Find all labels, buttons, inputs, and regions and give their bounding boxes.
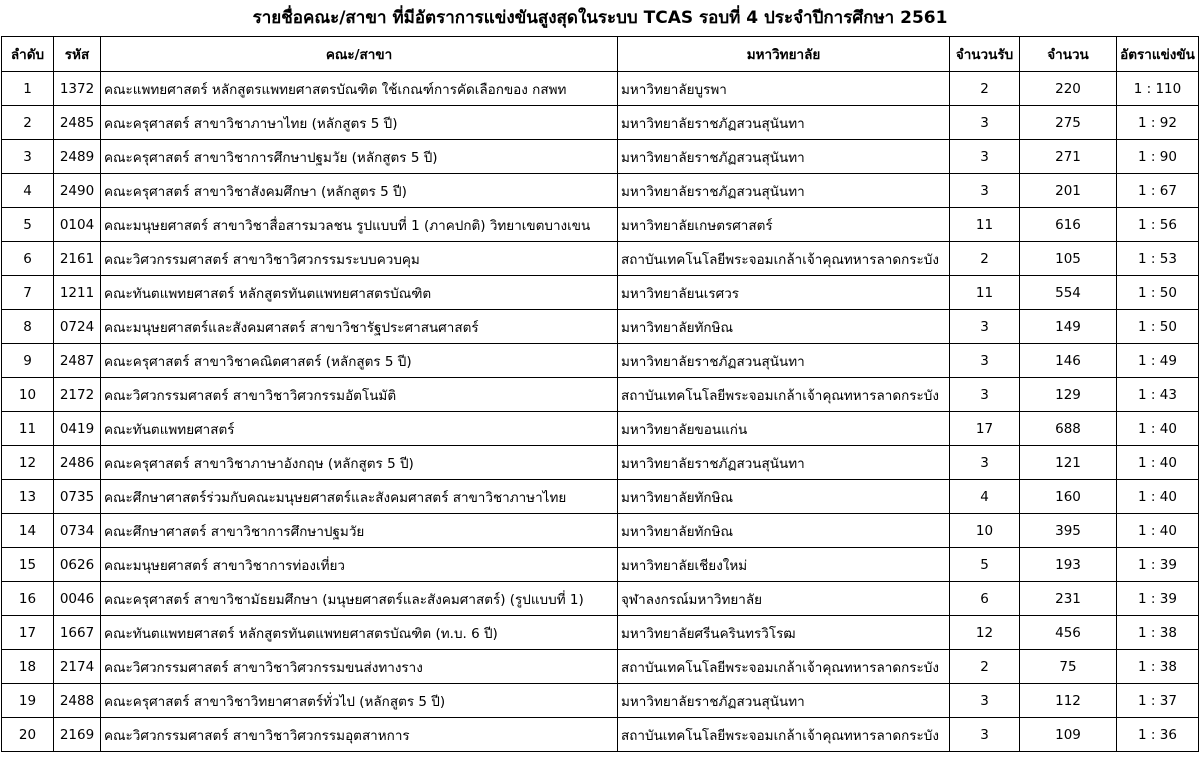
cell-applicants: 160 xyxy=(1020,480,1117,514)
cell-faculty: คณะมนุษยศาสตร์ สาขาวิชาสื่อสารมวลชน รูปแบบที่ 1 (ภาคปกติ) วิทยาเขตบางเขน xyxy=(101,208,618,242)
cell-rank: 20 xyxy=(2,718,54,752)
cell-faculty: คณะทันตแพทยศาสตร์ หลักสูตรทันตแพทยศาสตรบัณฑิต xyxy=(101,276,618,310)
table-row xyxy=(2,378,1199,412)
cell-seats: 4 xyxy=(950,480,1020,514)
header-seats: จำนวนรับ xyxy=(950,37,1020,72)
cell-university: มหาวิทยาลัยนเรศวร xyxy=(618,276,950,310)
cell-code: 0626 xyxy=(54,548,101,582)
cell-university: สถาบันเทคโนโลยีพระจอมเกล้าเจ้าคุณทหารลาดกระบัง xyxy=(618,650,950,684)
cell-ratio: 1 : 36 xyxy=(1117,718,1199,752)
cell-ratio: 1 : 40 xyxy=(1117,480,1199,514)
header-university: มหาวิทยาลัย xyxy=(618,37,950,72)
cell-university: มหาวิทยาลัยบูรพา xyxy=(618,72,950,106)
cell-applicants: 75 xyxy=(1020,650,1117,684)
cell-seats: 2 xyxy=(950,72,1020,106)
table-row xyxy=(2,344,1199,378)
cell-code: 0419 xyxy=(54,412,101,446)
cell-seats: 2 xyxy=(950,650,1020,684)
cell-ratio: 1 : 50 xyxy=(1117,310,1199,344)
cell-code: 2174 xyxy=(54,650,101,684)
table-row xyxy=(2,616,1199,650)
cell-code: 0104 xyxy=(54,208,101,242)
cell-university: จุฬาลงกรณ์มหาวิทยาลัย xyxy=(618,582,950,616)
cell-faculty: คณะครุศาสตร์ สาขาวิชาภาษาอังกฤษ (หลักสูตร 5 ปี) xyxy=(101,446,618,480)
cell-seats: 6 xyxy=(950,582,1020,616)
page-title: รายชื่อคณะ/สาขา ที่มีอัตราการแข่งขันสูงสุดในระบบ TCAS รอบที่ 4 ประจำปีการศึกษา 2561 xyxy=(252,8,948,28)
cell-university: สถาบันเทคโนโลยีพระจอมเกล้าเจ้าคุณทหารลาดกระบัง xyxy=(618,718,950,752)
cell-seats: 11 xyxy=(950,276,1020,310)
cell-rank: 14 xyxy=(2,514,54,548)
cell-faculty: คณะวิศวกรรมศาสตร์ สาขาวิชาวิศวกรรมระบบควบคุม xyxy=(101,242,618,276)
cell-code: 2169 xyxy=(54,718,101,752)
cell-applicants: 105 xyxy=(1020,242,1117,276)
cell-seats: 3 xyxy=(950,684,1020,718)
cell-ratio: 1 : 38 xyxy=(1117,616,1199,650)
cell-applicants: 554 xyxy=(1020,276,1117,310)
cell-faculty: คณะครุศาสตร์ สาขาวิชาวิทยาศาสตร์ทั่วไป (หลักสูตร 5 ปี) xyxy=(101,684,618,718)
cell-faculty: คณะวิศวกรรมศาสตร์ สาขาวิชาวิศวกรรมอัตโนมัติ xyxy=(101,378,618,412)
cell-rank: 17 xyxy=(2,616,54,650)
cell-rank: 7 xyxy=(2,276,54,310)
cell-faculty: คณะมนุษยศาสตร์และสังคมศาสตร์ สาขาวิชารัฐประศาสนศาสตร์ xyxy=(101,310,618,344)
cell-applicants: 395 xyxy=(1020,514,1117,548)
cell-seats: 2 xyxy=(950,242,1020,276)
cell-applicants: 271 xyxy=(1020,140,1117,174)
cell-university: สถาบันเทคโนโลยีพระจอมเกล้าเจ้าคุณทหารลาดกระบัง xyxy=(618,378,950,412)
cell-code: 2172 xyxy=(54,378,101,412)
cell-code: 0734 xyxy=(54,514,101,548)
table-row xyxy=(2,310,1199,344)
cell-faculty: คณะทันตแพทยศาสตร์ xyxy=(101,412,618,446)
cell-rank: 4 xyxy=(2,174,54,208)
cell-applicants: 149 xyxy=(1020,310,1117,344)
cell-rank: 3 xyxy=(2,140,54,174)
cell-faculty: คณะครุศาสตร์ สาขาวิชาสังคมศึกษา (หลักสูตร 5 ปี) xyxy=(101,174,618,208)
cell-ratio: 1 : 56 xyxy=(1117,208,1199,242)
cell-university: มหาวิทยาลัยขอนแก่น xyxy=(618,412,950,446)
table-body xyxy=(2,72,1199,752)
cell-ratio: 1 : 50 xyxy=(1117,276,1199,310)
cell-university: มหาวิทยาลัยราชภัฏสวนสุนันทา xyxy=(618,106,950,140)
table-row xyxy=(2,412,1199,446)
cell-applicants: 193 xyxy=(1020,548,1117,582)
cell-faculty: คณะวิศวกรรมศาสตร์ สาขาวิชาวิศวกรรมอุตสาหการ xyxy=(101,718,618,752)
cell-ratio: 1 : 110 xyxy=(1117,72,1199,106)
cell-ratio: 1 : 67 xyxy=(1117,174,1199,208)
cell-seats: 3 xyxy=(950,718,1020,752)
table-row xyxy=(2,208,1199,242)
cell-applicants: 220 xyxy=(1020,72,1117,106)
cell-university: มหาวิทยาลัยทักษิณ xyxy=(618,514,950,548)
cell-seats: 5 xyxy=(950,548,1020,582)
cell-ratio: 1 : 40 xyxy=(1117,514,1199,548)
cell-seats: 3 xyxy=(950,378,1020,412)
table-row xyxy=(2,718,1199,752)
table-row xyxy=(2,514,1199,548)
cell-seats: 17 xyxy=(950,412,1020,446)
cell-rank: 13 xyxy=(2,480,54,514)
cell-university: มหาวิทยาลัยราชภัฏสวนสุนันทา xyxy=(618,446,950,480)
cell-seats: 11 xyxy=(950,208,1020,242)
table-row xyxy=(2,106,1199,140)
table-row xyxy=(2,140,1199,174)
cell-university: มหาวิทยาลัยเกษตรศาสตร์ xyxy=(618,208,950,242)
cell-rank: 5 xyxy=(2,208,54,242)
cell-applicants: 201 xyxy=(1020,174,1117,208)
cell-code: 2487 xyxy=(54,344,101,378)
cell-rank: 12 xyxy=(2,446,54,480)
cell-seats: 3 xyxy=(950,106,1020,140)
cell-faculty: คณะวิศวกรรมศาสตร์ สาขาวิชาวิศวกรรมขนส่งทางราง xyxy=(101,650,618,684)
cell-applicants: 129 xyxy=(1020,378,1117,412)
header-rank: ลำดับ xyxy=(2,37,54,72)
cell-seats: 3 xyxy=(950,174,1020,208)
cell-rank: 10 xyxy=(2,378,54,412)
cell-ratio: 1 : 90 xyxy=(1117,140,1199,174)
cell-applicants: 112 xyxy=(1020,684,1117,718)
cell-faculty: คณะศึกษาศาสตร์ร่วมกับคณะมนุษยศาสตร์และสังคมศาสตร์ สาขาวิชาภาษาไทย xyxy=(101,480,618,514)
cell-code: 2161 xyxy=(54,242,101,276)
cell-faculty: คณะทันตแพทยศาสตร์ หลักสูตรทันตแพทยศาสตรบัณฑิต (ท.บ. 6 ปี) xyxy=(101,616,618,650)
cell-rank: 11 xyxy=(2,412,54,446)
cell-applicants: 121 xyxy=(1020,446,1117,480)
cell-code: 2486 xyxy=(54,446,101,480)
cell-code: 2489 xyxy=(54,140,101,174)
header-code: รหัส xyxy=(54,37,101,72)
table-row xyxy=(2,242,1199,276)
cell-rank: 6 xyxy=(2,242,54,276)
cell-ratio: 1 : 39 xyxy=(1117,548,1199,582)
cell-university: มหาวิทยาลัยทักษิณ xyxy=(618,480,950,514)
cell-rank: 2 xyxy=(2,106,54,140)
cell-applicants: 109 xyxy=(1020,718,1117,752)
cell-ratio: 1 : 53 xyxy=(1117,242,1199,276)
cell-seats: 3 xyxy=(950,344,1020,378)
cell-ratio: 1 : 40 xyxy=(1117,412,1199,446)
cell-rank: 8 xyxy=(2,310,54,344)
header-applicants: จำนวน xyxy=(1020,37,1117,72)
table-row xyxy=(2,548,1199,582)
cell-university: มหาวิทยาลัยราชภัฏสวนสุนันทา xyxy=(618,140,950,174)
cell-applicants: 456 xyxy=(1020,616,1117,650)
cell-faculty: คณะครุศาสตร์ สาขาวิชาคณิตศาสตร์ (หลักสูตร 5 ปี) xyxy=(101,344,618,378)
cell-rank: 15 xyxy=(2,548,54,582)
table-row xyxy=(2,684,1199,718)
header-faculty: คณะ/สาขา xyxy=(101,37,618,72)
table-row xyxy=(2,446,1199,480)
cell-rank: 18 xyxy=(2,650,54,684)
cell-applicants: 231 xyxy=(1020,582,1117,616)
cell-ratio: 1 : 37 xyxy=(1117,684,1199,718)
cell-university: สถาบันเทคโนโลยีพระจอมเกล้าเจ้าคุณทหารลาดกระบัง xyxy=(618,242,950,276)
cell-seats: 12 xyxy=(950,616,1020,650)
cell-code: 1211 xyxy=(54,276,101,310)
header-ratio: อัตราแข่งขัน xyxy=(1117,37,1199,72)
cell-code: 0724 xyxy=(54,310,101,344)
cell-code: 2488 xyxy=(54,684,101,718)
cell-rank: 16 xyxy=(2,582,54,616)
cell-ratio: 1 : 39 xyxy=(1117,582,1199,616)
cell-applicants: 688 xyxy=(1020,412,1117,446)
cell-university: มหาวิทยาลัยทักษิณ xyxy=(618,310,950,344)
cell-code: 2490 xyxy=(54,174,101,208)
cell-university: มหาวิทยาลัยเชียงใหม่ xyxy=(618,548,950,582)
cell-faculty: คณะครุศาสตร์ สาขาวิชามัธยมศึกษา (มนุษยศาสตร์และสังคมศาสตร์) (รูปแบบที่ 1) xyxy=(101,582,618,616)
cell-seats: 3 xyxy=(950,446,1020,480)
cell-university: มหาวิทยาลัยราชภัฏสวนสุนันทา xyxy=(618,344,950,378)
table-row xyxy=(2,582,1199,616)
table-row xyxy=(2,480,1199,514)
cell-ratio: 1 : 49 xyxy=(1117,344,1199,378)
cell-applicants: 616 xyxy=(1020,208,1117,242)
cell-seats: 3 xyxy=(950,140,1020,174)
cell-applicants: 275 xyxy=(1020,106,1117,140)
cell-university: มหาวิทยาลัยราชภัฏสวนสุนันทา xyxy=(618,174,950,208)
cell-seats: 10 xyxy=(950,514,1020,548)
table-row xyxy=(2,276,1199,310)
cell-faculty: คณะมนุษยศาสตร์ สาขาวิชาการท่องเที่ยว xyxy=(101,548,618,582)
ranking-table xyxy=(1,36,1199,752)
cell-ratio: 1 : 38 xyxy=(1117,650,1199,684)
cell-code: 1667 xyxy=(54,616,101,650)
cell-code: 2485 xyxy=(54,106,101,140)
cell-university: มหาวิทยาลัยราชภัฏสวนสุนันทา xyxy=(618,684,950,718)
cell-faculty: คณะศึกษาศาสตร์ สาขาวิชาการศึกษาปฐมวัย xyxy=(101,514,618,548)
cell-ratio: 1 : 92 xyxy=(1117,106,1199,140)
cell-applicants: 146 xyxy=(1020,344,1117,378)
cell-rank: 9 xyxy=(2,344,54,378)
cell-faculty: คณะครุศาสตร์ สาขาวิชาภาษาไทย (หลักสูตร 5 ปี) xyxy=(101,106,618,140)
cell-rank: 19 xyxy=(2,684,54,718)
cell-ratio: 1 : 40 xyxy=(1117,446,1199,480)
cell-faculty: คณะครุศาสตร์ สาขาวิชาการศึกษาปฐมวัย (หลักสูตร 5 ปี) xyxy=(101,140,618,174)
cell-rank: 1 xyxy=(2,72,54,106)
cell-code: 0046 xyxy=(54,582,101,616)
table-row xyxy=(2,650,1199,684)
cell-university: มหาวิทยาลัยศรีนครินทรวิโรฒ xyxy=(618,616,950,650)
table-row xyxy=(2,72,1199,106)
cell-ratio: 1 : 43 xyxy=(1117,378,1199,412)
cell-seats: 3 xyxy=(950,310,1020,344)
table-row xyxy=(2,174,1199,208)
cell-code: 1372 xyxy=(54,72,101,106)
header-row xyxy=(2,37,1199,72)
cell-code: 0735 xyxy=(54,480,101,514)
cell-faculty: คณะแพทยศาสตร์ หลักสูตรแพทยศาสตรบัณฑิต ใช้เกณฑ์การคัดเลือกของ กสพท xyxy=(101,72,618,106)
